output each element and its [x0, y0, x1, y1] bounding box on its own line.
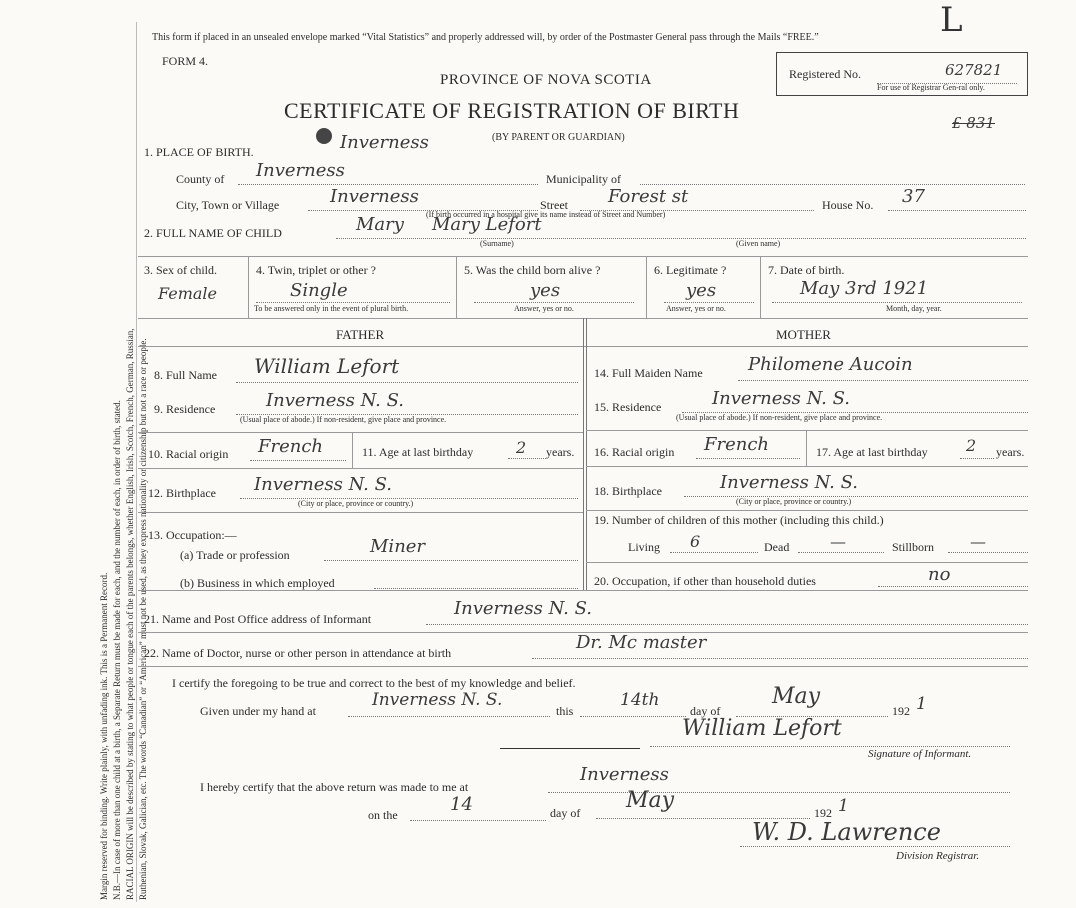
mother-age-unit: years. — [996, 445, 1025, 459]
cert-year-prefix: 192 — [892, 704, 910, 718]
mother-heading: MOTHER — [776, 327, 831, 342]
father-age-value: 2 — [516, 438, 527, 457]
page-title: CERTIFICATE OF REGISTRATION OF BIRTH — [284, 98, 740, 123]
doctor-value: Dr. Mc master — [576, 632, 707, 653]
cert-year-suffix: 1 — [916, 694, 927, 714]
alive-value: yes — [530, 280, 561, 301]
informant-value: Inverness N. S. — [454, 598, 593, 619]
mother-residence-note: (Usual place of abode.) If non-resident, give place and province. — [676, 413, 883, 422]
father-birthplace-value: Inverness N. S. — [254, 474, 393, 495]
registered-number: 627821 — [945, 61, 1003, 79]
mother-occupation-value: no — [928, 564, 951, 585]
father-age-unit: years. — [546, 445, 575, 459]
place-of-birth-value: Inverness — [340, 132, 429, 153]
alive-label: 5. Was the child born alive ? — [464, 263, 601, 277]
mother-racial-value: French — [704, 434, 770, 455]
birth-date-label: 7. Date of birth. — [768, 263, 845, 277]
mother-occupation-label: 20. Occupation, if other than household duties — [594, 574, 816, 588]
margin-note-2: N.B.—In case of more than one child at a birth, a Separate Return must be made for each, and the number of each, in order of birth, stated. — [112, 400, 122, 900]
informant-label: 21. Name and Post Office address of Informant — [144, 612, 372, 626]
registrar-place-value: Inverness — [580, 764, 669, 785]
twin-note: To be answered only in the event of plural birth. — [254, 304, 409, 313]
registrar-month-value: May — [626, 788, 675, 813]
county-value: Inverness — [256, 160, 345, 181]
registrar-year-suffix: 1 — [838, 796, 849, 816]
informant-signature-label: Signature of Informant. — [868, 748, 972, 760]
father-racial-label: 10. Racial origin — [148, 447, 229, 461]
cert-day-of-label: day of — [690, 704, 721, 718]
corner-code: £ 831 — [952, 114, 995, 132]
registrar-on-the-label: on the — [368, 808, 398, 822]
children-count-label: 19. Number of children of this mother (including this child.) — [594, 513, 884, 527]
registrar-day-value: 14 — [450, 794, 473, 815]
county-label: County of — [176, 172, 225, 186]
certify-statement: I certify the foregoing to be true and correct to the best of my knowledge and belief. — [172, 676, 576, 690]
registered-note: For use of Registrar Gen-ral only. — [877, 83, 985, 92]
registrar-signature-label: Division Registrar. — [896, 850, 980, 862]
given-name-note: (Given name) — [736, 239, 781, 248]
margin-note-1: Margin reserved for binding. Write plainly, with unfading ink. This is a Permanent Record. — [99, 572, 109, 900]
business-label: (b) Business in which employed — [180, 576, 335, 590]
legitimate-label: 6. Legitimate ? — [654, 263, 727, 277]
street-value: Forest st — [608, 186, 689, 207]
sex-value: Female — [158, 284, 217, 303]
stillborn-label: Stillborn — [892, 540, 935, 554]
mother-birthplace-note: (City or place, province or country.) — [736, 497, 852, 506]
twin-value: Single — [290, 280, 348, 301]
margin-notes — [98, 328, 150, 900]
legitimate-note: Answer, yes or no. — [666, 304, 726, 313]
registered-box — [776, 52, 1028, 96]
mother-racial-label: 16. Racial origin — [594, 445, 675, 459]
father-residence-label: 9. Residence — [154, 402, 216, 416]
sex-label: 3. Sex of child. — [144, 263, 217, 277]
place-of-birth-label: 1. PLACE OF BIRTH. — [144, 145, 254, 159]
hospital-note: (If birth occurred in a hospital give its name instead of Street and Number) — [426, 210, 666, 219]
mother-name-label: 14. Full Maiden Name — [594, 366, 703, 380]
child-name-value: Mary Lefort — [432, 214, 542, 235]
father-age-label: 11. Age at last birthday — [362, 445, 474, 459]
doctor-label: 22. Name of Doctor, nurse or other person in attendance at birth — [144, 646, 452, 660]
cert-month-value: May — [772, 684, 821, 709]
alive-note: Answer, yes or no. — [514, 304, 574, 313]
mailing-notice: This form if placed in an unsealed envelope marked “Vital Statistics” and properly addressed will, by order of the Postmaster General pass through the Mails “FREE.” — [152, 32, 819, 43]
registrar-statement: I hereby certify that the above return was made to me at — [200, 780, 469, 794]
registrar-day-of-label: day of — [550, 806, 581, 820]
father-racial-value: French — [258, 436, 324, 457]
father-residence-note: (Usual place of abode.) If non-resident, give place and province. — [240, 415, 447, 424]
living-label: Living — [628, 540, 660, 554]
cert-day-value: 14th — [620, 690, 660, 710]
father-residence-value: Inverness N. S. — [266, 390, 405, 411]
margin-note-3: RACIAL ORIGIN will be described by stating to what people or tongue each of the parents belongs, whether English, Irish, Scotch, French, German, Russian, — [125, 328, 135, 900]
birth-date-note: Month, day, year. — [886, 304, 942, 313]
province-heading: PROVINCE OF NOVA SCOTIA — [440, 72, 652, 88]
child-name-label: 2. FULL NAME OF CHILD — [144, 226, 282, 240]
father-birthplace-label: 12. Birthplace — [148, 486, 216, 500]
registrar-signature: W. D. Lawrence — [752, 818, 941, 846]
house-label: House No. — [822, 198, 874, 212]
father-birthplace-note: (City or place, province or country.) — [298, 499, 414, 508]
corner-mark: L — [940, 0, 963, 40]
birth-date-value: May 3rd 1921 — [800, 278, 929, 299]
house-value: 37 — [902, 186, 925, 207]
surname-note: (Surname) — [480, 239, 514, 248]
mother-birthplace-label: 18. Birthplace — [594, 484, 662, 498]
page-subtitle: (BY PARENT OR GUARDIAN) — [492, 132, 625, 143]
informant-signature: William Lefort — [682, 716, 842, 741]
municipality-label: Municipality of — [546, 172, 621, 186]
given-label: Given under my hand at — [200, 704, 316, 718]
living-value: 6 — [690, 532, 701, 551]
mother-residence-label: 15. Residence — [594, 400, 662, 414]
city-label: City, Town or Village — [176, 198, 280, 212]
mother-age-label: 17. Age at last birthday — [816, 445, 928, 459]
margin-rule — [136, 22, 137, 902]
mother-age-value: 2 — [966, 436, 977, 455]
father-occupation-label: 13. Occupation:— — [148, 528, 237, 542]
twin-label: 4. Twin, triplet or other ? — [256, 263, 376, 277]
mother-name-value: Philomene Aucoin — [748, 354, 913, 375]
form-number: FORM 4. — [162, 54, 209, 68]
punch-hole — [316, 128, 332, 144]
margin-note-4: Ruthenian, Slovak, Galician, etc. The words “Canadian” or “American” must not be used, as they express nationality or citizenship but not a race or people. — [138, 338, 148, 900]
dead-label: Dead — [764, 540, 790, 554]
stillborn-value: — — [970, 532, 986, 551]
registered-label: Registered No. — [789, 67, 861, 81]
given-place-value: Inverness N. S. — [372, 690, 503, 710]
registrar-year-prefix: 192 — [814, 806, 832, 820]
child-surname-value: Mary — [356, 214, 404, 235]
mother-residence-value: Inverness N. S. — [712, 388, 851, 409]
city-value: Inverness — [330, 186, 419, 207]
mother-birthplace-value: Inverness N. S. — [720, 472, 859, 493]
dead-value: — — [830, 532, 846, 551]
this-label: this — [556, 704, 574, 718]
father-heading: FATHER — [336, 327, 385, 342]
father-name-label: 8. Full Name — [154, 368, 217, 382]
trade-value: Miner — [370, 536, 426, 557]
street-label: Street — [540, 198, 568, 212]
father-name-value: William Lefort — [254, 354, 400, 378]
trade-label: (a) Trade or profession — [180, 548, 290, 562]
legitimate-value: yes — [686, 280, 717, 301]
